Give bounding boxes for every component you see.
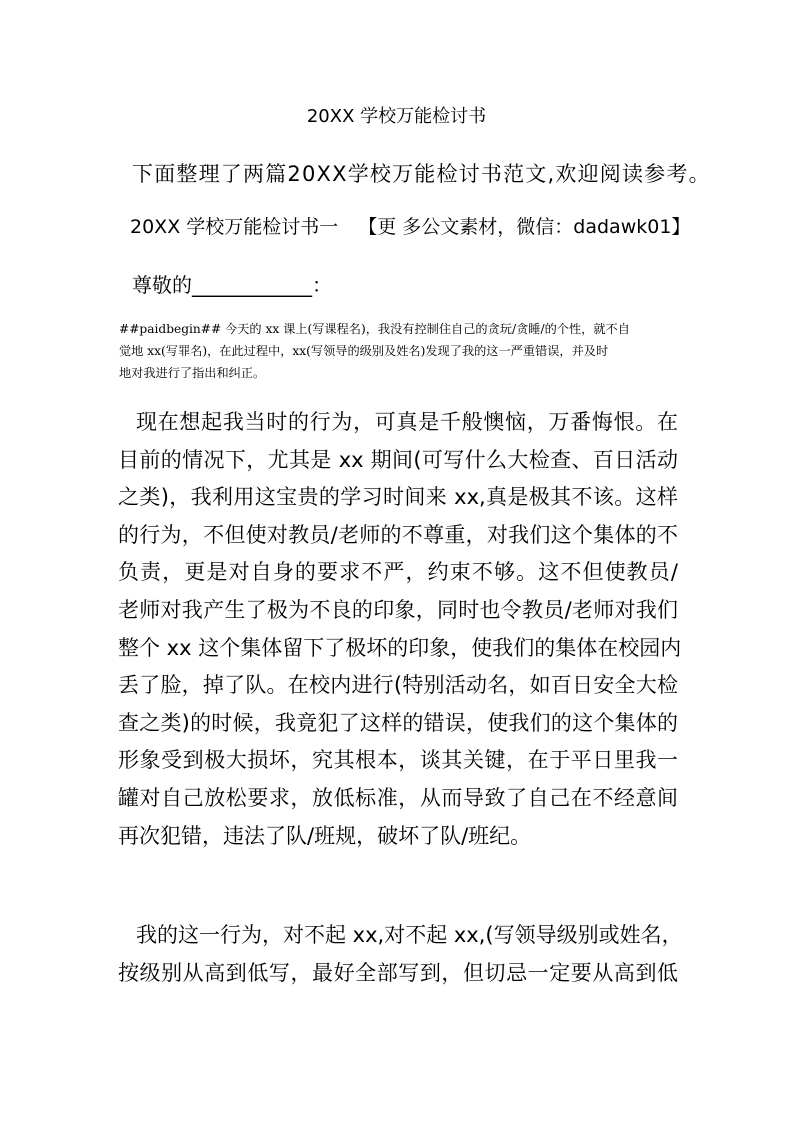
paragraph-line: 负责，更是对自身的要求不严，约束不够。这不但使教员/ [118, 560, 678, 585]
paragraph-line: 老师对我产生了极为不良的印象，同时也令教员/老师对我们 [118, 597, 678, 622]
body-paragraph-2 [118, 917, 683, 992]
small-print-line: 地对我进行了指出和纠正。 [119, 366, 266, 380]
paragraph-line: 形象受到极大损坏，究其根本，谈其关键，在于平日里我一 [118, 748, 678, 773]
document-title: 20XX 学校万能检讨书 [306, 106, 487, 127]
section-heading [130, 212, 690, 242]
salutation: 尊敬的____________： [132, 273, 332, 297]
paragraph-line: 整个 xx 这个集体留下了极坏的印象，使我们的集体在校园内 [118, 635, 682, 660]
paragraph-line: 的行为，不但使对教员/老师的不尊重，对我们这个集体的不 [118, 522, 678, 547]
paragraph-line: 按级别从高到低写，最好全部写到，但切忌一定要从高到低 [118, 960, 678, 985]
paragraph-line: 罐对自己放松要求，放低标准，从而导致了自己在不经意间 [118, 785, 678, 810]
section-heading-note: 【更 多公文素材，微信：dadawk01】 [358, 216, 691, 238]
small-print-line: ##paidbegin## 今天的 xx 课上(写课程名)，我没有控制住自己的贪玩/贪睡/的个性，就不自 [119, 322, 630, 336]
small-print-line: 觉地 xx(写罪名)，在此过程中，xx(写领导的级别及姓名)发现了我的这一严重错误，并及时 [119, 344, 609, 358]
intro-paragraph: 下面整理了两篇20XX学校万能检讨书范文,欢迎阅读参考。 [132, 162, 711, 186]
paragraph-line: 我的这一行为，对不起 xx,对不起 xx,(写领导级别或姓名， [136, 923, 683, 947]
paragraph-line: 再次犯错，违法了队/班规，破坏了队/班纪。 [118, 823, 532, 848]
paragraph-line: 现在想起我当时的行为，可真是千般懊恼，万番悔恨。在 [136, 410, 678, 434]
paragraph-line: 查之类)的时候，我竟犯了这样的错误，使我们的这个集体的 [118, 710, 678, 735]
section-heading-title: 20XX 学校万能检讨书一 [130, 216, 339, 238]
paragraph-line: 目前的情况下，尤其是 xx 期间(可写什么大检查、百日活动 [118, 447, 678, 472]
small-print-paragraph [119, 318, 679, 384]
body-paragraph-1 [118, 404, 682, 855]
paragraph-line: 丢了脸，掉了队。在校内进行(特别活动名，如百日安全大检 [118, 673, 678, 698]
paragraph-line: 之类)，我利用这宝贵的学习时间来 xx,真是极其不该。这样 [118, 485, 678, 510]
